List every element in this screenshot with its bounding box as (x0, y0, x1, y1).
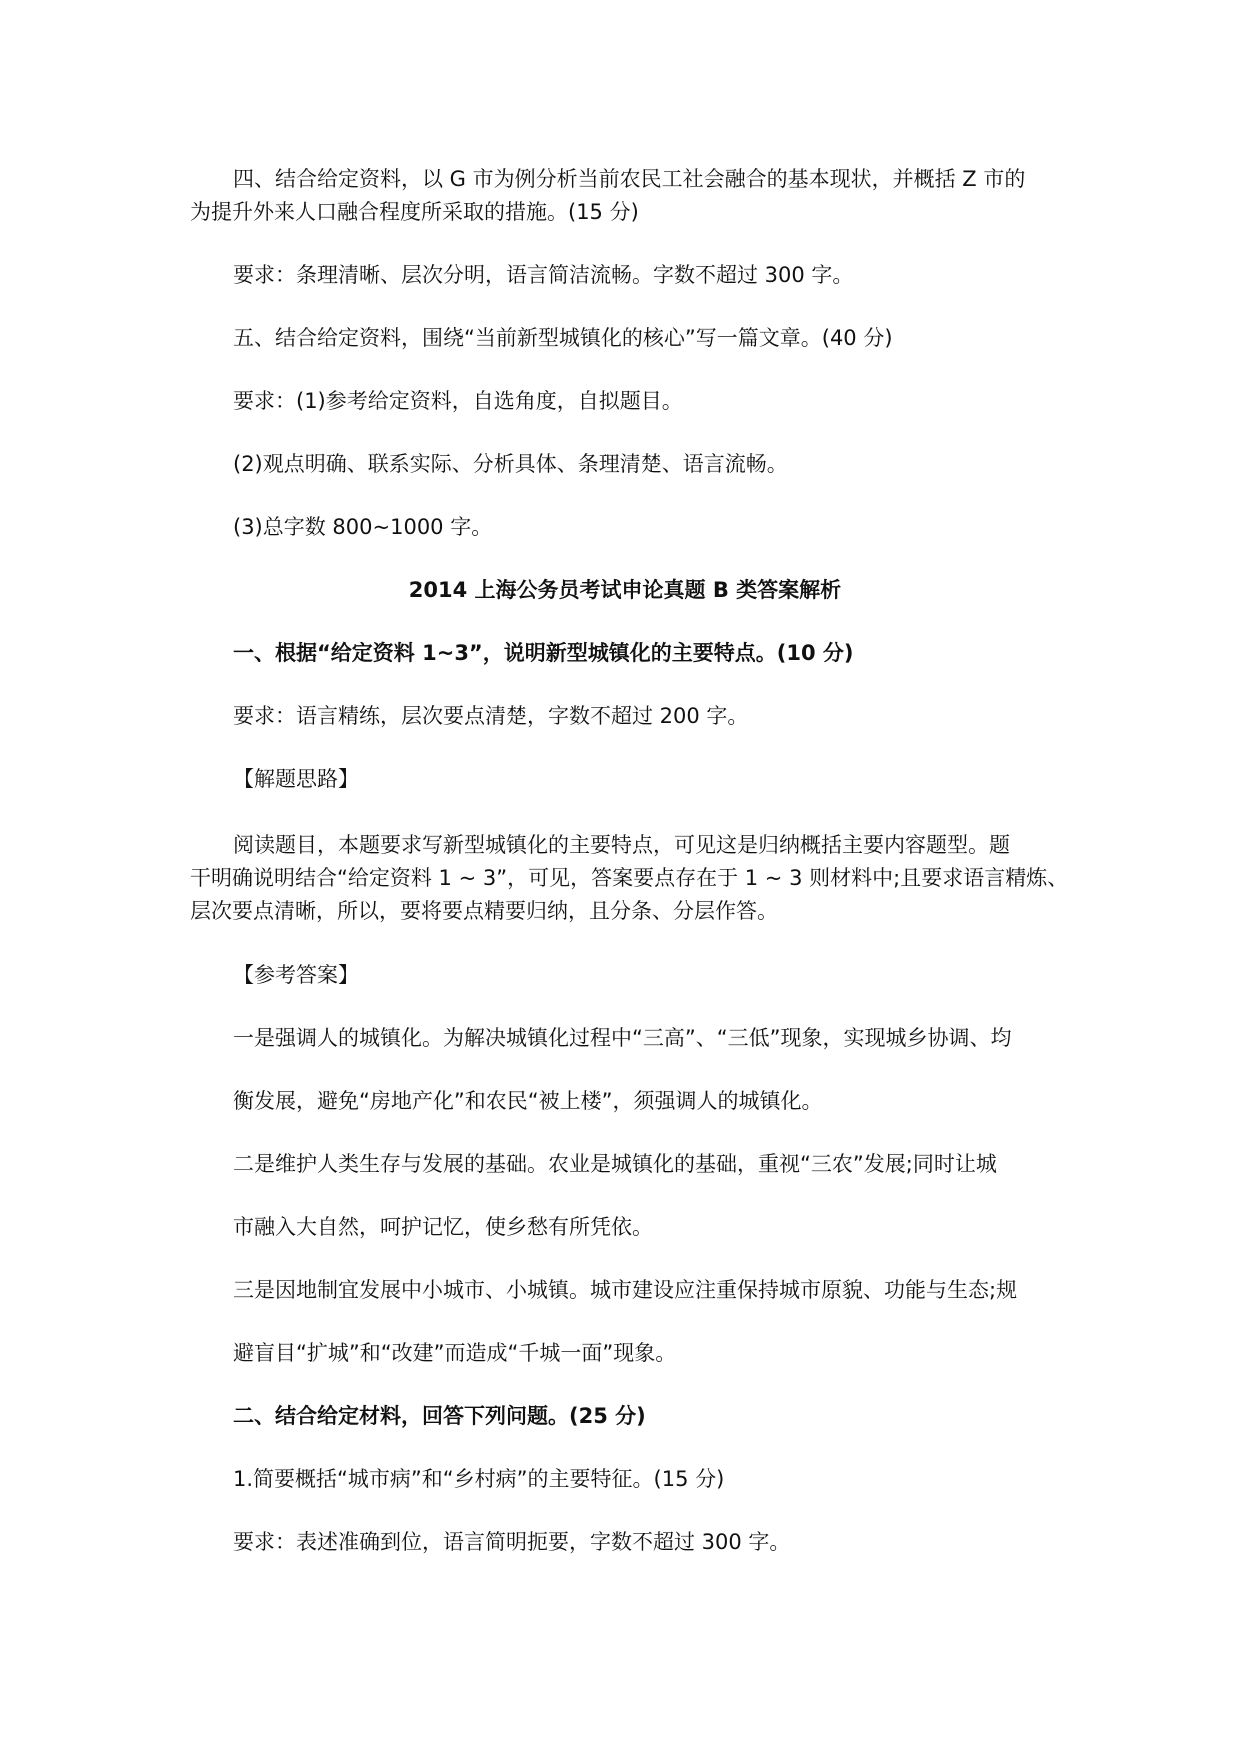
answer-2-subquestion-1-requirement: 要求：表述准确到位，语言简明扼要，字数不超过 300 字。 (233, 1530, 791, 1554)
question-4-requirement: 要求：条理清晰、层次分明，语言简洁流畅。字数不超过 300 字。 (233, 263, 854, 287)
answer-2-subquestion-1: 1.简要概括“城市病”和“乡村病”的主要特征。(15 分) (233, 1467, 725, 1491)
question-5-requirement-2: (2)观点明确、联系实际、分析具体、条理清楚、语言流畅。 (233, 452, 788, 476)
question-4-line-1: 四、结合给定资料，以 G 市为例分析当前农民工社会融合的基本现状，并概括 Z 市的 (233, 167, 1026, 191)
answer-point-3-line-2: 避盲目“扩城”和“改建”而造成“千城一面”现象。 (233, 1341, 677, 1365)
answer-point-1-line-2: 衡发展，避免“房地产化”和农民“被上楼”，须强调人的城镇化。 (233, 1089, 823, 1113)
thinking-label: 【解题思路】 (233, 767, 359, 791)
answer-1-title: 一、根据“给定资料 1~3”，说明新型城镇化的主要特点。(10 分) (233, 641, 854, 665)
question-5: 五、结合给定资料，围绕“当前新型城镇化的核心”写一篇文章。(40 分) (233, 326, 893, 350)
answer-point-3-line-1: 三是因地制宜发展中小城市、小城镇。城市建设应注重保持城市原貌、功能与生态;规 (233, 1278, 1018, 1302)
question-4-line-2: 为提升外来人口融合程度所采取的措施。(15 分) (190, 200, 639, 224)
answer-section-title: 2014 上海公务员考试申论真题 B 类答案解析 (408, 578, 842, 602)
answer-point-1-line-1: 一是强调人的城镇化。为解决城镇化过程中“三高”、“三低”现象，实现城乡协调、均 (233, 1026, 1012, 1050)
thinking-line-1: 阅读题目，本题要求写新型城镇化的主要特点，可见这是归纳概括主要内容题型。题 (233, 833, 1010, 857)
reference-answer-label: 【参考答案】 (233, 963, 359, 987)
answer-point-2-line-2: 市融入大自然，呵护记忆，使乡愁有所凭依。 (233, 1215, 653, 1239)
thinking-line-3: 层次要点清晰，所以，要将要点精要归纳，且分条、分层作答。 (190, 899, 778, 923)
answer-2-title: 二、结合给定材料，回答下列问题。(25 分) (233, 1404, 646, 1428)
question-4 (190, 163, 1060, 229)
thinking-line-2: 干明确说明结合“给定资料 1 ~ 3”，可见，答案要点存在于 1 ~ 3 则材料中;且要求语言精炼、 (190, 866, 1069, 890)
question-5-requirement-3: (3)总字数 800~1000 字。 (233, 515, 493, 539)
thinking-paragraph (190, 829, 1069, 928)
question-5-requirement-1: 要求：(1)参考给定资料，自选角度，自拟题目。 (233, 389, 683, 413)
answer-point-2-line-1: 二是维护人类生存与发展的基础。农业是城镇化的基础，重视“三农”发展;同时让城 (233, 1152, 997, 1176)
answer-1-requirement: 要求：语言精练，层次要点清楚，字数不超过 200 字。 (233, 704, 749, 728)
